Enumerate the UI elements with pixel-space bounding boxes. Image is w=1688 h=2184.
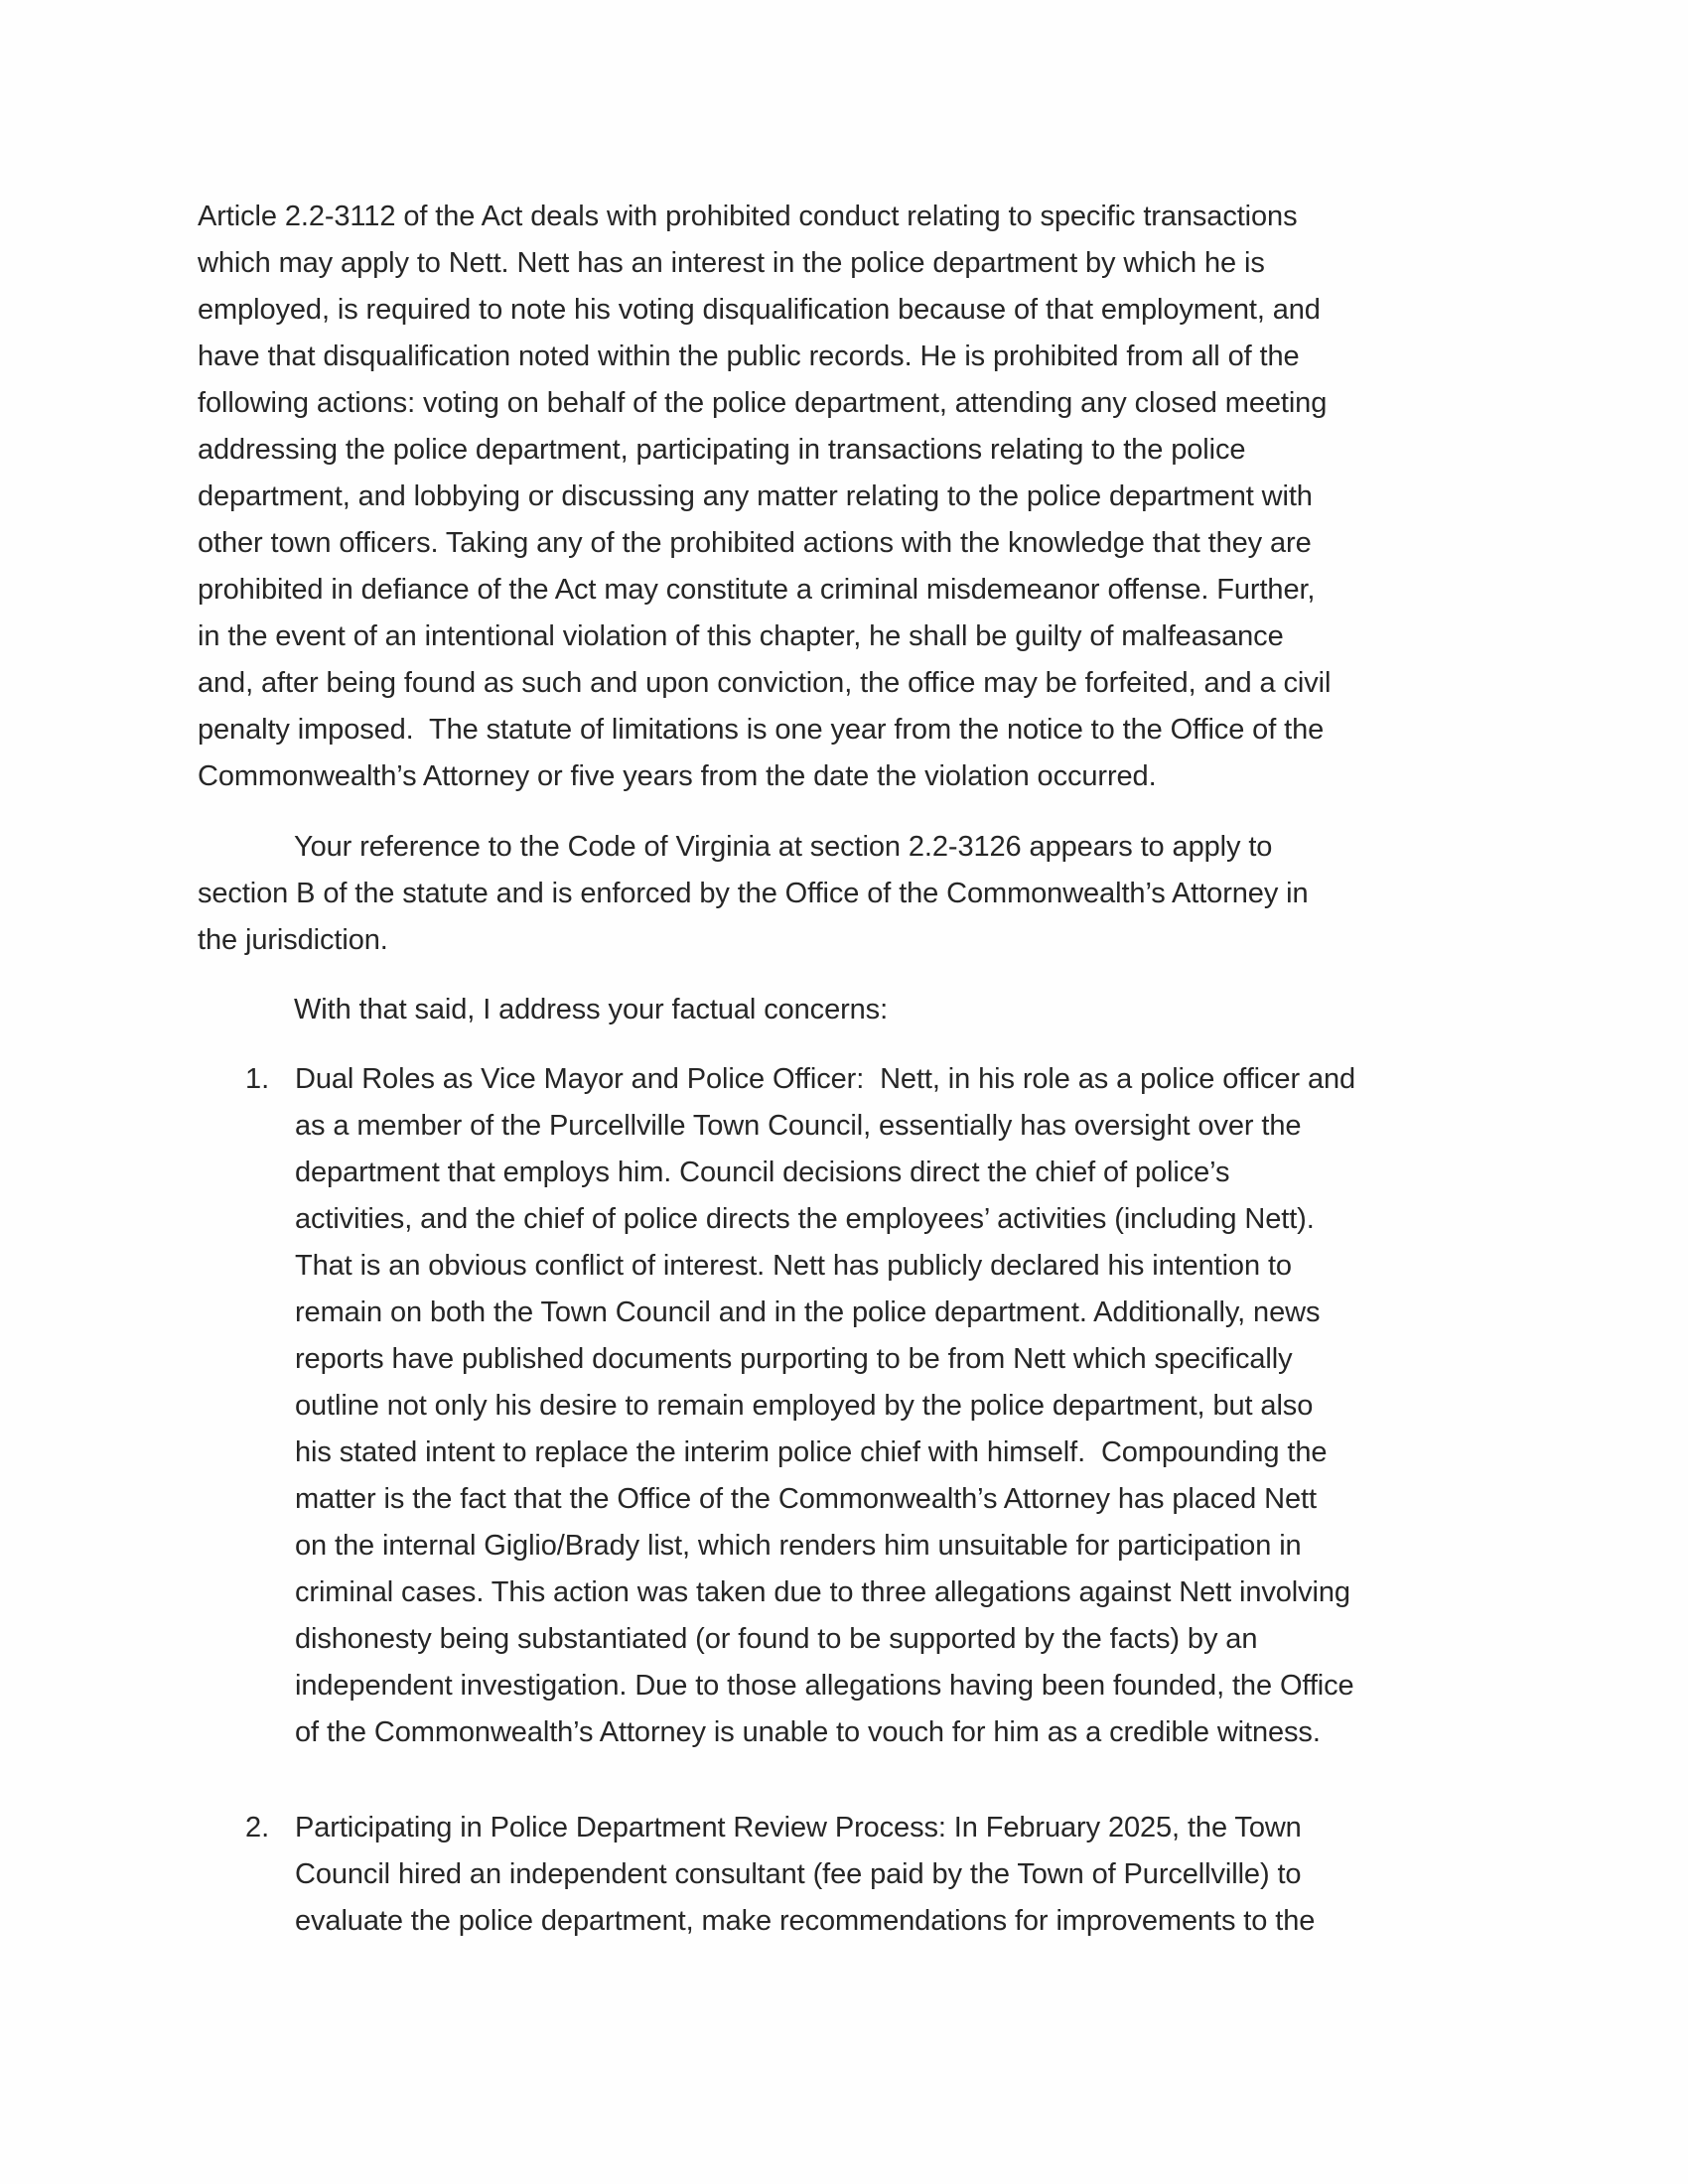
paragraph-line: which may apply to Nett. Nett has an interest in the police department by which he is <box>198 247 1265 279</box>
paragraph-line: employed, is required to note his voting disqualification because of that employment, and <box>198 294 1321 326</box>
paragraph-line: following actions: voting on behalf of the police department, attending any closed meeting <box>198 387 1328 419</box>
list-item-line: of the Commonwealth’s Attorney is unable to vouch for him as a credible witness. <box>295 1716 1321 1748</box>
list-item-line: as a member of the Purcellville Town Council, essentially has oversight over the <box>295 1110 1302 1142</box>
list-item-line: Participating in Police Department Review Process: In February 2025, the Town <box>295 1812 1302 1843</box>
list-item-line: remain on both the Town Council and in the police department. Additionally, news <box>295 1297 1321 1328</box>
paragraph-line: addressing the police department, participating in transactions relating to the police <box>198 434 1246 466</box>
paragraph-line: With that said, I address your factual concerns: <box>294 994 889 1025</box>
list-item-line: reports have published documents purporting to be from Nett which specifically <box>295 1343 1293 1375</box>
paragraph-line: and, after being found as such and upon conviction, the office may be forfeited, and a civil <box>198 667 1332 699</box>
paragraph-line: section B of the statute and is enforced by the Office of the Commonwealth’s Attorney in <box>198 878 1309 909</box>
paragraph-line: Your reference to the Code of Virginia at section 2.2-3126 appears to apply to <box>294 831 1273 863</box>
list-item-line: evaluate the police department, make recommendations for improvements to the <box>295 1905 1316 1937</box>
paragraph-line: Article 2.2-3112 of the Act deals with prohibited conduct relating to specific transactions <box>198 201 1298 232</box>
paragraph-line: have that disqualification noted within the public records. He is prohibited from all of the <box>198 341 1300 372</box>
list-item-number: 2. <box>245 1812 270 1843</box>
paragraph-line: prohibited in defiance of the Act may constitute a criminal misdemeanor offense. Further, <box>198 574 1316 606</box>
paragraph-line: department, and lobbying or discussing any matter relating to the police department with <box>198 480 1313 512</box>
paragraph-line: in the event of an intentional violation of this chapter, he shall be guilty of malfeasance <box>198 620 1284 652</box>
list-item-line: That is an obvious conflict of interest. Nett has publicly declared his intention to <box>295 1250 1292 1282</box>
paragraph-line: Commonwealth’s Attorney or five years from the date the violation occurred. <box>198 760 1157 792</box>
list-item-line: his stated intent to replace the interim police chief with himself. Compounding the <box>295 1436 1328 1468</box>
paragraph-line: other town officers. Taking any of the prohibited actions with the knowledge that they are <box>198 527 1312 559</box>
list-item-line: outline not only his desire to remain employed by the police department, but also <box>295 1390 1314 1422</box>
list-item-line: dishonesty being substantiated (or found to be supported by the facts) by an <box>295 1623 1258 1655</box>
list-item-line: on the internal Giglio/Brady list, which renders him unsuitable for participation in <box>295 1530 1302 1562</box>
list-item-line: activities, and the chief of police directs the employees’ activities (including Nett). <box>295 1203 1315 1235</box>
list-item-line: department that employs him. Council decisions direct the chief of police’s <box>295 1157 1230 1188</box>
paragraph-line: the jurisdiction. <box>198 924 388 956</box>
list-item-number: 1. <box>245 1063 270 1095</box>
list-item-line: Council hired an independent consultant (fee paid by the Town of Purcellville) to <box>295 1858 1302 1890</box>
list-item-line: independent investigation. Due to those allegations having been founded, the Office <box>295 1670 1354 1702</box>
list-item-line: criminal cases. This action was taken due to three allegations against Nett involving <box>295 1576 1350 1608</box>
paragraph-line: penalty imposed. The statute of limitations is one year from the notice to the Office of the <box>198 714 1325 746</box>
list-item-line: Dual Roles as Vice Mayor and Police Officer: Nett, in his role as a police officer and <box>295 1063 1356 1095</box>
list-item-line: matter is the fact that the Office of the Commonwealth’s Attorney has placed Nett <box>295 1483 1317 1515</box>
